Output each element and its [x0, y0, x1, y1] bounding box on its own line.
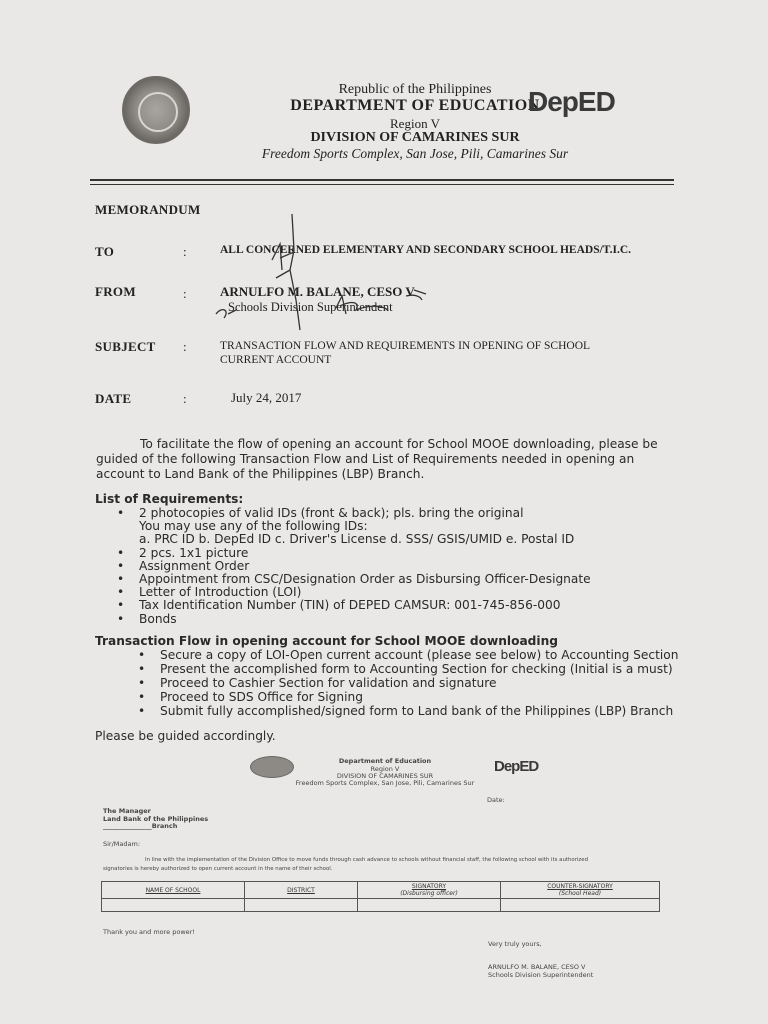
subject-line-1: TRANSACTION FLOW AND REQUIREMENTS IN OPENING OF SCHOOL — [220, 340, 591, 352]
ids-note: You may use any of the following IDs: — [139, 519, 368, 533]
requirement-item: • Assignment Order — [139, 559, 249, 574]
ids-list: a. PRC ID b. DepEd ID c. Driver's License d. SSS/ GSIS/UMID e. Postal ID — [139, 532, 575, 546]
subject-line-2: CURRENT ACCOUNT — [220, 354, 332, 366]
flow-heading: Transaction Flow in opening account for School MOOE downloading — [95, 634, 558, 648]
intro-line-3: account to Land Bank of the Philippines (LBP) Branch. — [96, 467, 425, 481]
form-seal — [250, 756, 294, 778]
form-sig-title: Schools Division Superintendent — [488, 971, 594, 979]
header-department: DEPARTMENT OF EDUCATION — [290, 97, 540, 114]
col-signatory-label: SIGNATORY — [411, 883, 447, 890]
col-counter-label: COUNTER-SIGNATORY — [547, 883, 613, 890]
header-address: Freedom Sports Complex, San Jose, Pili, Camarines Sur — [261, 146, 569, 161]
requirement-item: • 2 photocopies of valid IDs (front & back); pls. bring the original — [139, 506, 523, 521]
header-region: Region V — [390, 116, 440, 131]
flow-item: • Submit fully accomplished/signed form to Land bank of the Philippines (LBP) Branch — [160, 704, 673, 719]
handwritten-signature — [210, 210, 450, 340]
requirement-item: • 2 pcs. 1x1 picture — [139, 546, 248, 561]
header-rule-top — [90, 179, 674, 181]
date-colon: : — [183, 391, 187, 406]
form-salutation: Sir/Madam: — [103, 840, 141, 848]
form-address: Freedom Sports Complex, San Jose, Pili, Camarines Sur — [295, 779, 475, 787]
requirement-item: • Bonds — [139, 612, 177, 627]
header-division: DIVISION OF CAMARINES SUR — [310, 130, 520, 145]
to-label: TO — [95, 244, 115, 259]
form-manager: The Manager — [103, 807, 151, 815]
col-signatory-sub: (Disbursing officer) — [400, 890, 458, 897]
form-body-line-2: signatories is hereby authorized to open current account in the name of their school. — [103, 866, 333, 872]
form-sig-name: ARNULFO M. BALANE, CESO V — [488, 963, 586, 971]
intro-line-2: guided of the following Transaction Flow and List of Requirements needed in opening an — [96, 452, 635, 466]
flow-item: • Secure a copy of LOI-Open current account (please see below) to Accounting Section — [160, 648, 678, 663]
requirement-item: • Tax Identification Number (TIN) of DEPED CAMSUR: 001-745-856-000 — [139, 598, 560, 613]
col-counter-signatory — [501, 882, 660, 899]
date-label: DATE — [95, 391, 132, 406]
to-value: ALL CONCERNED ELEMENTARY AND SECONDARY SCHOOL HEADS/T.I.C. — [220, 244, 632, 256]
from-title: Schools Division Superintendent — [228, 300, 393, 314]
col-name-of-school: NAME OF SCHOOL — [102, 882, 245, 899]
flow-item: • Present the accomplished form to Accounting Section for checking (Initial is a must) — [160, 662, 673, 677]
subject-colon: : — [183, 339, 187, 354]
from-name: ARNULFO M. BALANE, CESO V — [220, 284, 415, 299]
from-label: FROM — [95, 284, 136, 299]
form-deped-logo: DepED — [494, 758, 539, 775]
requirement-item: • Appointment from CSC/Designation Order as Disbursing Officer-Designate — [139, 572, 591, 587]
deped-logo: DepED — [528, 86, 615, 117]
school-signatory-table — [101, 881, 660, 912]
closing-line: Please be guided accordingly. — [95, 729, 276, 743]
flow-item: • Proceed to Cashier Section for validation and signature — [160, 676, 496, 691]
subject-label: SUBJECT — [95, 339, 156, 354]
form-region: Region V — [370, 765, 400, 773]
requirement-item: • Letter of Introduction (LOI) — [139, 585, 301, 600]
form-closing: Very truly yours, — [488, 940, 542, 948]
header-republic: Republic of the Philippines — [338, 82, 492, 97]
form-thanks: Thank you and more power! — [103, 928, 195, 936]
form-body-line-1: In line with the implementation of the Division Office to move funds through cash advance to schools without financial staff, the following school with its authorized — [145, 857, 588, 863]
flow-item: • Proceed to SDS Office for Signing — [160, 690, 363, 705]
to-colon: : — [183, 244, 187, 259]
form-branch: _______________Branch — [103, 822, 178, 830]
header-rule-bottom — [90, 184, 674, 185]
deped-seal — [122, 76, 190, 144]
memo-title: MEMORANDUM — [95, 202, 201, 217]
col-district: DISTRICT — [245, 882, 358, 899]
table-row — [102, 899, 660, 912]
intro-line-1: To facilitate the flow of opening an account for School MOOE downloading, please be — [140, 437, 658, 451]
form-date-label: Date: — [487, 796, 505, 804]
col-counter-sub: (School Head) — [558, 890, 602, 897]
col-signatory — [358, 882, 501, 899]
requirements-heading: List of Requirements: — [95, 492, 244, 506]
form-dept: Department of Education — [338, 757, 432, 765]
form-division: DIVISION OF CAMARINES SUR — [336, 772, 434, 780]
date-value: July 24, 2017 — [231, 390, 302, 405]
from-colon: : — [183, 286, 187, 301]
form-bank: Land Bank of the Philippines — [103, 815, 209, 823]
